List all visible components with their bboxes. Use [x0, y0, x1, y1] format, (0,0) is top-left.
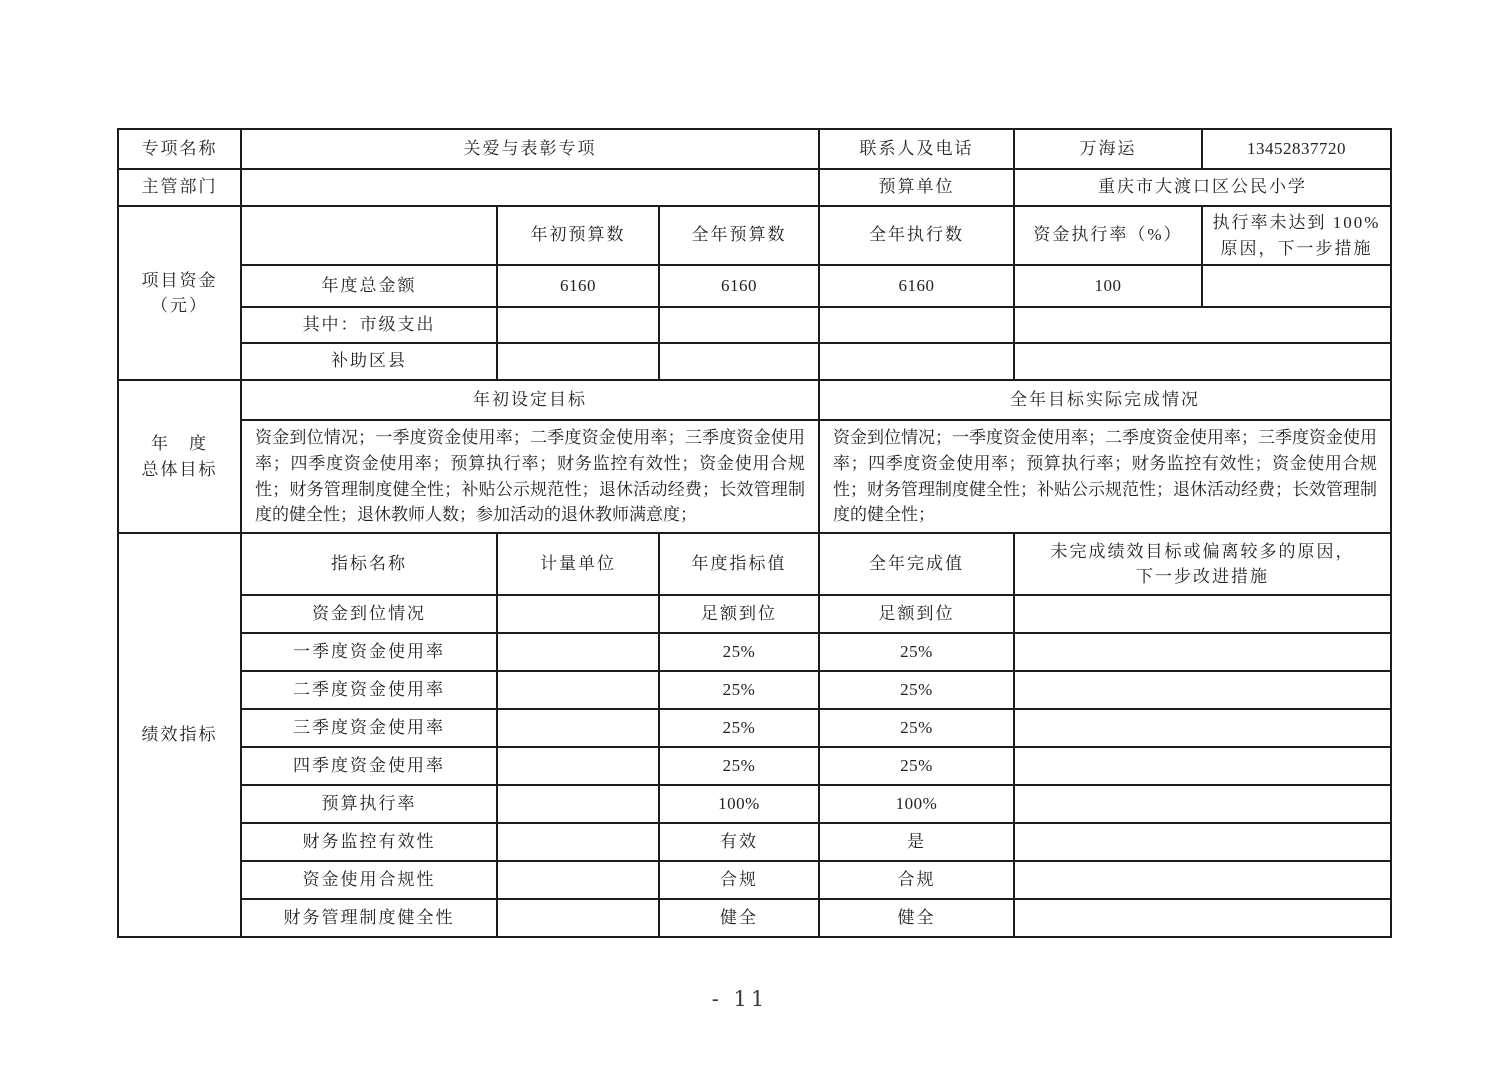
contact-label: 联系人及电话: [819, 129, 1014, 169]
funds-subsidy-annual-budget: [659, 343, 819, 380]
indicator-target-cell: 25%: [659, 747, 819, 785]
indicator-reason-cell: [1014, 671, 1391, 709]
indicator-reason-cell: [1014, 899, 1391, 937]
funds-header-initial-budget: 年初预算数: [497, 206, 659, 265]
indicator-reason-cell: [1014, 785, 1391, 823]
indicator-target-cell: 25%: [659, 709, 819, 747]
funds-municipal-row: [118, 307, 1391, 343]
funds-total-reason: [1202, 265, 1391, 307]
indicator-unit-cell: [497, 671, 659, 709]
contact-name-value: 万海运: [1014, 129, 1202, 169]
indicator-unit-cell: [497, 861, 659, 899]
indicator-name-cell: 预算执行率: [241, 785, 497, 823]
funds-section-label: 项目资金 （元）: [118, 206, 241, 380]
indicator-unit-cell: [497, 823, 659, 861]
indicator-completed-cell: 25%: [819, 709, 1014, 747]
indicators-section-label: 绩效指标: [118, 533, 241, 937]
indicators-header-target: 年度指标值: [659, 533, 819, 595]
indicator-unit-cell: [497, 785, 659, 823]
indicator-row: [118, 709, 1391, 747]
funds-header-blank: [241, 206, 497, 265]
funds-header-execution-rate: 资金执行率（%）: [1014, 206, 1202, 265]
indicators-header-row: [118, 533, 1391, 595]
indicator-unit-cell: [497, 595, 659, 633]
indicators-header-name: 指标名称: [241, 533, 497, 595]
indicator-reason-cell: [1014, 709, 1391, 747]
indicators-header-reason: 未完成绩效目标或偏离较多的原因， 下一步改进措施: [1014, 533, 1391, 595]
page-number: - 11: [711, 987, 769, 1011]
goals-header-row: [118, 380, 1391, 420]
indicator-row: [118, 785, 1391, 823]
goals-content-row: [118, 420, 1391, 533]
indicator-target-cell: 合规: [659, 861, 819, 899]
department-row: [118, 169, 1391, 206]
funds-municipal-label: 其中：市级支出: [241, 307, 497, 343]
indicator-reason-cell: [1014, 595, 1391, 633]
goals-actual-header: 全年目标实际完成情况: [819, 380, 1391, 420]
indicator-name-cell: 二季度资金使用率: [241, 671, 497, 709]
indicator-name-cell: 一季度资金使用率: [241, 633, 497, 671]
indicator-completed-cell: 25%: [819, 747, 1014, 785]
funds-subsidy-row: [118, 343, 1391, 380]
funds-header-annual-budget: 全年预算数: [659, 206, 819, 265]
indicator-completed-cell: 合规: [819, 861, 1014, 899]
indicator-target-cell: 足额到位: [659, 595, 819, 633]
indicator-reason-cell: [1014, 823, 1391, 861]
indicator-unit-cell: [497, 709, 659, 747]
funds-total-execution-rate: 100: [1014, 265, 1202, 307]
indicator-reason-cell: [1014, 633, 1391, 671]
department-value: [241, 169, 819, 206]
performance-report-table: [117, 128, 1392, 938]
indicator-unit-cell: [497, 899, 659, 937]
indicator-target-cell: 25%: [659, 633, 819, 671]
funds-subsidy-label: 补助区县: [241, 343, 497, 380]
funds-total-annual-execution: 6160: [819, 265, 1014, 307]
funds-header-row: [118, 206, 1391, 265]
budget-unit-value: 重庆市大渡口区公民小学: [1014, 169, 1391, 206]
indicator-unit-cell: [497, 633, 659, 671]
indicator-name-cell: 财务管理制度健全性: [241, 899, 497, 937]
funds-total-row: [118, 265, 1391, 307]
funds-total-label: 年度总金额: [241, 265, 497, 307]
indicator-row: [118, 671, 1391, 709]
indicator-name-cell: 财务监控有效性: [241, 823, 497, 861]
indicators-header-unit: 计量单位: [497, 533, 659, 595]
project-name-row: [118, 129, 1391, 169]
indicator-row: [118, 861, 1391, 899]
contact-phone-value: 13452837720: [1202, 129, 1391, 169]
indicator-target-cell: 健全: [659, 899, 819, 937]
funds-total-annual-budget: 6160: [659, 265, 819, 307]
indicator-completed-cell: 足额到位: [819, 595, 1014, 633]
indicator-completed-cell: 健全: [819, 899, 1014, 937]
funds-municipal-annual-budget: [659, 307, 819, 343]
funds-subsidy-merged-cell: [1014, 343, 1391, 380]
funds-header-annual-execution: 全年执行数: [819, 206, 1014, 265]
funds-total-initial-budget: 6160: [497, 265, 659, 307]
indicator-name-cell: 四季度资金使用率: [241, 747, 497, 785]
indicator-completed-cell: 100%: [819, 785, 1014, 823]
funds-subsidy-annual-execution: [819, 343, 1014, 380]
indicator-row: [118, 595, 1391, 633]
indicator-row: [118, 823, 1391, 861]
indicator-target-cell: 25%: [659, 671, 819, 709]
indicator-reason-cell: [1014, 861, 1391, 899]
indicator-row: [118, 747, 1391, 785]
funds-municipal-initial-budget: [497, 307, 659, 343]
indicator-name-cell: 资金使用合规性: [241, 861, 497, 899]
indicator-completed-cell: 是: [819, 823, 1014, 861]
goals-initial-text: 资金到位情况；一季度资金使用率；二季度资金使用率；三季度资金使用率；四季度资金使用率；预算执行率；财务监控有效性；资金使用合规性；财务管理制度健全性；补贴公示规范性；退休活动经费；长效管理制度的健全性；退休教师人数；参加活动的退休教师满意度；: [241, 420, 819, 533]
funds-municipal-merged-cell: [1014, 307, 1391, 343]
indicator-name-cell: 三季度资金使用率: [241, 709, 497, 747]
project-name-value: 关爱与表彰专项: [241, 129, 819, 169]
funds-subsidy-initial-budget: [497, 343, 659, 380]
goals-initial-header: 年初设定目标: [241, 380, 819, 420]
indicator-completed-cell: 25%: [819, 633, 1014, 671]
indicator-name-cell: 资金到位情况: [241, 595, 497, 633]
funds-municipal-annual-execution: [819, 307, 1014, 343]
indicator-target-cell: 100%: [659, 785, 819, 823]
indicators-header-completed: 全年完成值: [819, 533, 1014, 595]
project-name-label: 专项名称: [118, 129, 241, 169]
indicator-reason-cell: [1014, 747, 1391, 785]
funds-header-reason: 执行率未达到 100% 原因，下一步措施: [1202, 206, 1391, 265]
indicator-unit-cell: [497, 747, 659, 785]
goals-section-label: 年 度 总体目标: [118, 380, 241, 533]
goals-actual-text: 资金到位情况；一季度资金使用率；二季度资金使用率；三季度资金使用率；四季度资金使用率；预算执行率；财务监控有效性；资金使用合规性；财务管理制度健全性；补贴公示规范性；退休活动经费；长效管理制度的健全性；: [819, 420, 1391, 533]
indicator-completed-cell: 25%: [819, 671, 1014, 709]
indicator-row: [118, 633, 1391, 671]
indicator-row: [118, 899, 1391, 937]
department-label: 主管部门: [118, 169, 241, 206]
budget-unit-label: 预算单位: [819, 169, 1014, 206]
indicator-target-cell: 有效: [659, 823, 819, 861]
